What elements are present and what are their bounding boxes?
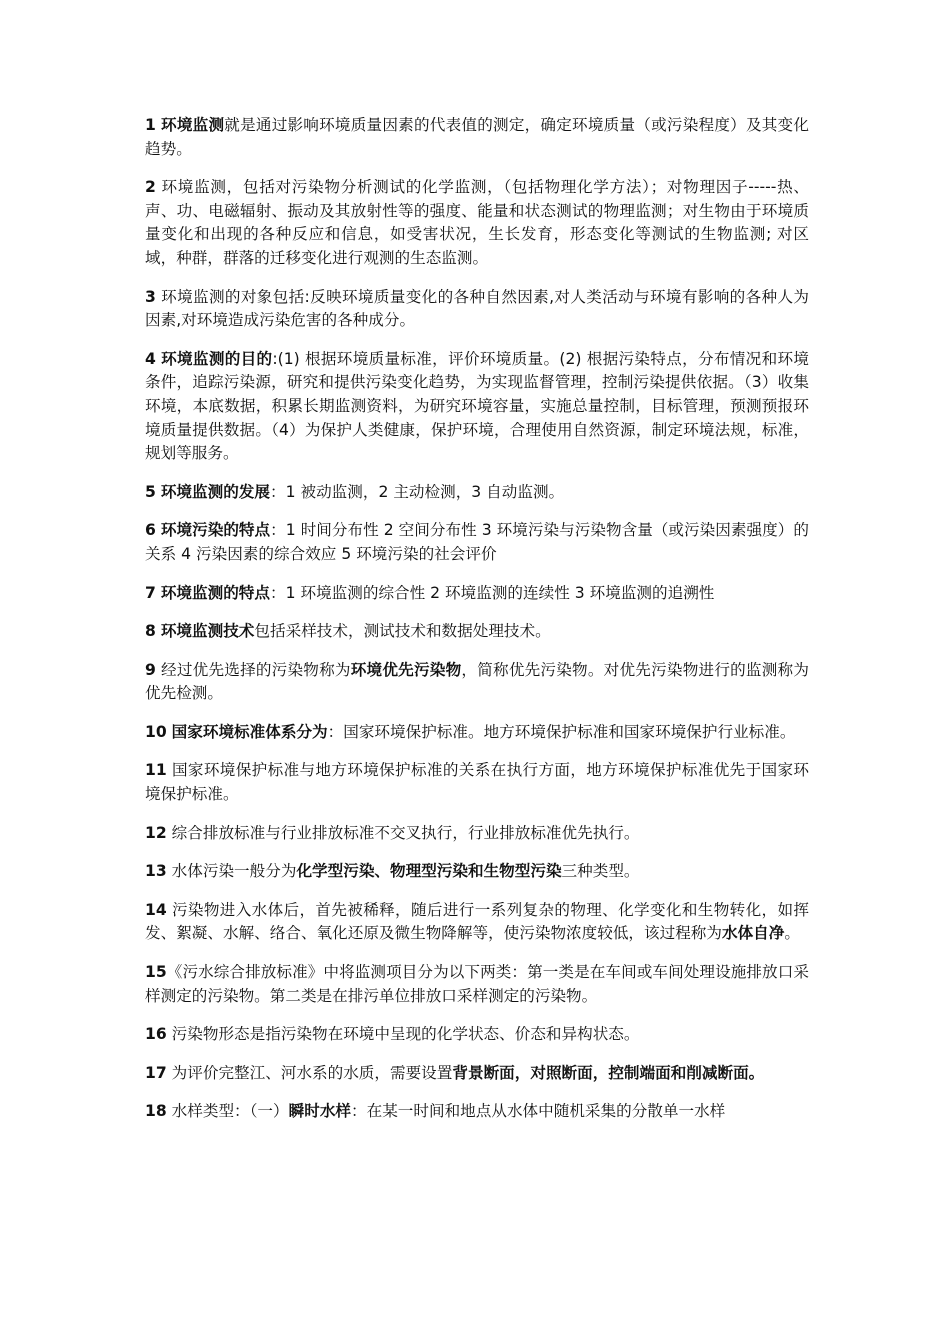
document-body [145,114,809,1139]
item-number: 1 [145,116,156,134]
item-number: 15 [145,963,167,982]
paragraph-text: ：1 环境监测的综合性 2 环境监测的连续性 3 环境监测的追溯性 [270,583,715,602]
paragraph-text: 《污水综合排放标准》中将监测项目分为以下两类：第一类是在车间或车间处理设施排放口采样测定的污染物。第二类是在排污单位排放口采样测定的污染物。 [145,963,809,1005]
key-term: 环境监测的特点 [160,583,270,602]
paragraph-text: ：1 被动监测，2 主动检测，3 自动监测。 [270,482,565,501]
paragraph-3 [145,286,809,333]
paragraph-12 [145,822,809,846]
item-number: 2 [145,178,156,197]
paragraph-text: 环境监测的对象包括:反映环境质量变化的各种自然因素,对人类活动与环境有影响的各种人为因素,对环境造成污染危害的各种成分。 [145,287,809,330]
paragraph-15 [145,961,809,1008]
paragraph-text: 国家环境保护标准与地方环境保护标准的关系在执行方面，地方环境保护标准优先于国家环境保护标准。 [145,761,809,804]
paragraph-text: 污染物形态是指污染物在环境中呈现的化学状态、价态和异构状态。 [171,1025,640,1044]
key-term: 环境监测的发展 [160,482,270,501]
paragraph-text: :(1) 根据环境质量标准，评价环境质量。(2) 根据污染特点，分布情况和环境条件，追踪污染源，研究和提供污染变化趋势，为实现监督管理，控制污染提供依据。（3）收集环境，本底数据，积累长期监测资料，为研究环境容量，实施总量控制，目标管理，预测预报环境质量提供数据。（4）为保护人类健康，保护环境，合理使用自然资源，制定环境法规，标准，规划等服务。 [145,349,809,463]
item-number: 12 [145,823,167,842]
paragraph-text: 就是通过影响环境质量因素的代表值的测定，确定环境质量（或污染程度）及其变化趋势。 [145,116,809,158]
paragraph-text: ：1 时间分布性 2 空间分布性 3 环境污染与污染物含量（或污染因素强度）的关系 4 污染因素的综合效应 5 环境污染的社会评价 [145,521,809,563]
key-term: 国家环境标准体系分为 [171,722,328,741]
paragraph-4 [145,348,809,466]
paragraph-6 [145,519,809,566]
key-term: 背景断面，对照断面，控制端面和削减断面。 [452,1063,765,1082]
paragraph-text: 经过优先选择的污染物称为 [161,660,351,679]
key-term: 环境监测 [161,116,225,134]
item-number: 11 [145,761,167,780]
paragraph-2 [145,176,809,270]
item-number: 13 [145,862,167,881]
paragraph-text: 为评价完整江、河水系的水质，需要设置 [171,1063,453,1082]
paragraph-text: 水体污染一般分为 [171,862,297,881]
key-term: 环境优先污染物 [350,660,462,679]
paragraph-5 [145,481,809,505]
paragraph-18 [145,1100,809,1124]
item-number: 14 [145,900,167,919]
key-term: 环境污染的特点 [160,521,271,540]
paragraph-9 [145,659,809,706]
paragraph-14 [145,899,809,946]
item-number: 10 [145,722,167,741]
item-number: 16 [145,1025,167,1044]
paragraph-text: ：国家环境保护标准。地方环境保护标准和国家环境保护行业标准。 [327,722,796,741]
paragraph-13 [145,860,809,884]
key-term: 环境监测的目的 [161,349,273,368]
item-number: 17 [145,1063,167,1082]
paragraph-7 [145,582,809,606]
paragraph-text: 包括采样技术，测试技术和数据处理技术。 [254,622,551,641]
paragraph-17 [145,1062,809,1086]
paragraph-text: 三种类型。 [561,862,640,881]
item-number: 3 [145,287,156,306]
paragraph-text: 水样类型：（一） [171,1102,289,1121]
item-number: 6 [145,521,156,540]
paragraph-text: ，简称优先污染物。对优先污染物进行的监测称为优先检测。 [145,660,809,703]
key-term: 化学型污染、物理型污染和生物型污染 [296,862,562,881]
item-number: 4 [145,349,156,368]
paragraph-11 [145,759,809,806]
paragraph-8 [145,620,809,644]
item-number: 9 [145,660,156,679]
item-number: 18 [145,1102,167,1121]
item-number: 5 [145,482,156,501]
paragraph-16 [145,1023,809,1047]
paragraph-text: 。 [784,924,800,943]
key-term: 瞬时水样 [288,1102,352,1121]
item-number: 7 [145,583,156,602]
paragraph-1 [145,114,809,161]
paragraph-text: 污染物进入水体后，首先被稀释，随后进行一系列复杂的物理、化学变化和生物转化，如挥发、絮凝、水解、络合、氧化还原及微生物降解等，使污染物浓度较低，该过程称为 [145,900,809,943]
paragraph-text: 综合排放标准与行业排放标准不交叉执行，行业排放标准优先执行。 [171,823,640,842]
paragraph-text: 环境监测，包括对污染物分析测试的化学监测，（包括物理化学方法）；对物理因子-----热、声、功、电磁辐射、振动及其放射性等的强度、能量和状态测试的物理监测；对生物由于环境质量变化和出现的各种反应和信息，如受害状况，生长发育，形态变化等测试的生物监测; 对区域，种群，群落的迁移变化进行观测的生态监测。 [145,178,809,267]
item-number: 8 [145,622,156,641]
paragraph-text: ：在某一时间和地点从水体中随机采集的分散单一水样 [351,1102,726,1121]
key-term: 环境监测技术 [160,622,255,641]
key-term: 水体自净 [721,924,785,943]
paragraph-10 [145,721,809,745]
